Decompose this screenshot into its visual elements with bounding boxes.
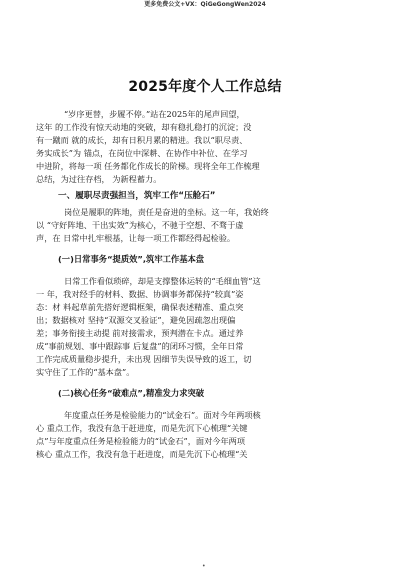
document-title: 2025年度个人工作总结 [128,79,282,95]
subsection-line: 年度重点任务是检验能力的“试金石”。面对今年两项核 [64,410,261,420]
subsection-heading: (二)核心任务“破难点”,精准发力求突破 [58,388,205,398]
section-line: 以 “守好阵地、干出实效”为核心，不驰于空想、不骛于虚 [36,220,244,230]
section-line: 声，在 日常中扎牢根基，让每一项工作都经得起检验。 [36,233,236,243]
subsection-heading: (一)日常事务“提质效”,筑牢工作基本盘 [58,254,205,264]
subsection-line: 差；事务衔接主动提 前对接需求，预判潜在卡点。通过养 [36,328,244,338]
subsection-line: 核心 重点工作，我没有急于赶进度，而是先沉下心梳理“关 [36,449,248,459]
subsection-line: 工作完成质量稳步提升，未出现 因细节失误导致的返工，切 [36,354,252,364]
intro-line: 有一蹴而 就的成长，却有日积月累的精进。我以“职尽责、 [36,135,248,145]
intro-line: 务实成长”为 锚点，在岗位中深耕、在协作中补位、在学习 [36,148,248,158]
subsection-line: 心 重点工作，我没有急于赶进度，而是先沉下心梳理“关键 [36,423,248,433]
subsection-line: 态：材 料起草前先搭好逻辑框架，确保表述精准、重点突 [36,302,244,312]
section-line: 岗位是履职的阵地，责任是奋进的坐标。这一年，我始终 [64,207,269,217]
intro-line: “岁序更替，步履不停。”站在2025年的尾声回望， [64,109,245,119]
intro-line: 这年 的工作没有惊天动地的突破，却有稳扎稳打的沉淀；没 [36,122,252,132]
subsection-line: 成“事前规划、事中跟踪事 后复盘”的闭环习惯，全年日常 [36,341,244,351]
subsection-line: 一 年，我对经手的材料、数据、协调事务都保持“较真”姿 [36,289,244,299]
intro-line: 总结，为过往存档， 为新程蓄力。 [36,174,162,184]
subsection-line: 实守住了工作的“基本盘”。 [36,367,135,377]
section-heading: 一、履职尽责强担当，筑牢工作“压舱石” [58,191,216,201]
subsection-line: 点”与年度重点任务是检验能力的“试金石”，面对今年两项 [36,436,246,446]
subsection-line: 日常工作看似琐碎，却是支撑整体运转的“毛细血管”这 [64,276,261,286]
watermark-header: 更多免费公文+VX：QiGeGongWen2024 [144,1,266,8]
subsection-line: 出；数据核对 坚持“双源交叉验证”，避免因疏忽出现偏 [36,315,236,325]
intro-line: 中进阶，将每一项 任务都化作成长的阶梯。现将全年工作梳理 [36,161,260,171]
page-marker: • [202,563,206,570]
